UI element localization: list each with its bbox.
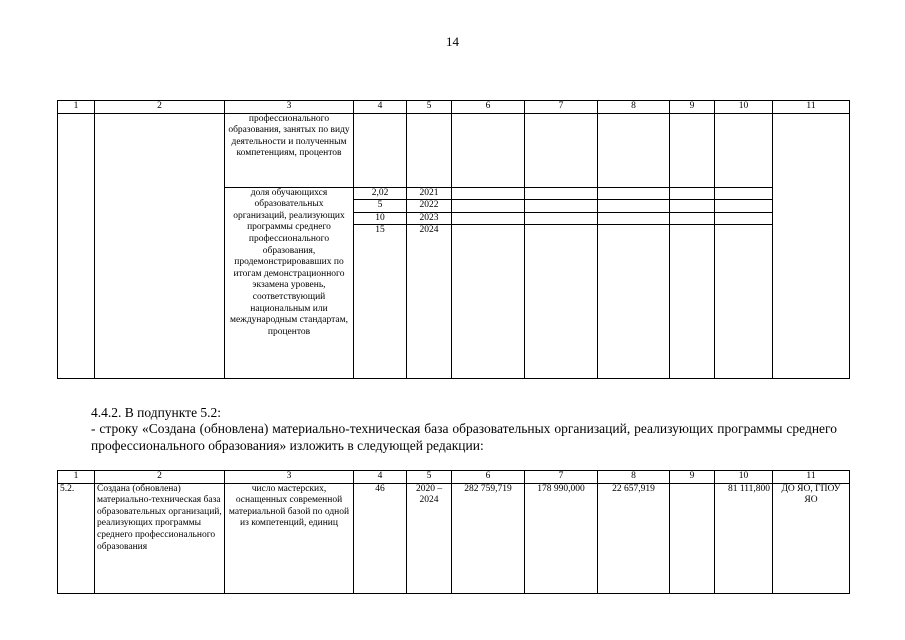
- amount-cell: [670, 483, 715, 593]
- empty-cell: [598, 212, 670, 225]
- header-cell: 6: [452, 471, 525, 484]
- empty-cell: [95, 113, 225, 379]
- empty-cell: [525, 200, 598, 213]
- amount-cell: 22 657,919: [598, 483, 670, 593]
- year-cell: 2024: [407, 225, 452, 379]
- value-cell: 46: [354, 483, 407, 593]
- subsection-heading: 4.4.2. В подпункте 5.2:: [91, 405, 222, 420]
- header-cell: 2: [95, 101, 225, 114]
- header-cell: 10: [715, 471, 773, 484]
- empty-cell: [670, 200, 715, 213]
- page-number: 14: [446, 34, 459, 49]
- empty-cell: [525, 225, 598, 379]
- header-cell: 7: [525, 101, 598, 114]
- empty-cell: [715, 187, 773, 200]
- header-cell: 4: [354, 101, 407, 114]
- amount-cell: 282 759,719: [452, 483, 525, 593]
- empty-cell: [525, 187, 598, 200]
- empty-cell: [670, 187, 715, 200]
- empty-cell: [715, 200, 773, 213]
- header-cell: 10: [715, 101, 773, 114]
- year-cell: 2022: [407, 200, 452, 213]
- header-cell: 8: [598, 471, 670, 484]
- header-cell: 6: [452, 101, 525, 114]
- instruction-text: - строку «Создана (обновлена) материально-техническая база образовательных организаций, реализующих программы среднего профессионального образования» изложить в следующей редакции:: [91, 421, 837, 453]
- year-cell: 2021: [407, 187, 452, 200]
- amount-cell: 178 990,000: [525, 483, 598, 593]
- instruction-paragraph: [57, 420, 837, 454]
- empty-cell: [715, 225, 773, 379]
- indicator-cell: доля обучающихся образовательных организаций, реализующих программы среднего профессионального образования, продемонстрировавших по итогам демонстрационного экзамена уровень, соответствующий национальным или международным стандартам, процентов: [225, 187, 354, 379]
- indicator-cell: число мастерских, оснащенных современной материальной базой по одной из компетенций, единиц: [225, 483, 354, 593]
- header-cell: 4: [354, 471, 407, 484]
- empty-cell: [354, 113, 407, 187]
- row-number-cell: 5.2.: [58, 483, 95, 593]
- header-cell: 9: [670, 471, 715, 484]
- empty-cell: [452, 187, 525, 200]
- program-table-continued: [57, 100, 850, 379]
- empty-cell: [525, 212, 598, 225]
- empty-cell: [773, 113, 850, 379]
- empty-cell: [598, 225, 670, 379]
- empty-cell: [58, 113, 95, 379]
- value-cell: 15: [354, 225, 407, 379]
- amount-cell: 81 111,800: [715, 483, 773, 593]
- header-cell: 9: [670, 101, 715, 114]
- empty-cell: [715, 113, 773, 187]
- empty-cell: [525, 113, 598, 187]
- value-cell: 2,02: [354, 187, 407, 200]
- header-cell: 3: [225, 101, 354, 114]
- replacement-row-table: [57, 470, 850, 594]
- header-cell: 3: [225, 471, 354, 484]
- year-cell: 2023: [407, 212, 452, 225]
- empty-cell: [407, 113, 452, 187]
- table-header-row: [58, 101, 850, 114]
- empty-cell: [452, 113, 525, 187]
- indicator-cell: профессионального образования, занятых по виду деятельности и полученным компетенциям, процентов: [225, 113, 354, 187]
- empty-cell: [715, 212, 773, 225]
- period-cell: 2020 – 2024: [407, 483, 452, 593]
- header-cell: 2: [95, 471, 225, 484]
- event-name-cell: Создана (обновлена) материально-техническая база образовательных организаций, реализующих программы среднего профессионального образования: [95, 483, 225, 593]
- empty-cell: [452, 225, 525, 379]
- header-cell: 1: [58, 101, 95, 114]
- header-cell: 11: [773, 101, 850, 114]
- empty-cell: [452, 212, 525, 225]
- header-cell: 5: [407, 471, 452, 484]
- header-cell: 8: [598, 101, 670, 114]
- header-cell: 1: [58, 471, 95, 484]
- table-row: [58, 483, 850, 593]
- header-cell: 5: [407, 101, 452, 114]
- executor-cell: ДО ЯО, ГПОУ ЯО: [773, 483, 850, 593]
- value-cell: 5: [354, 200, 407, 213]
- empty-cell: [670, 212, 715, 225]
- empty-cell: [670, 225, 715, 379]
- table-header-row: [58, 471, 850, 484]
- empty-cell: [670, 113, 715, 187]
- empty-cell: [598, 187, 670, 200]
- header-cell: 11: [773, 471, 850, 484]
- table-row: [58, 113, 850, 187]
- empty-cell: [598, 200, 670, 213]
- empty-cell: [598, 113, 670, 187]
- empty-cell: [452, 200, 525, 213]
- header-cell: 7: [525, 471, 598, 484]
- value-cell: 10: [354, 212, 407, 225]
